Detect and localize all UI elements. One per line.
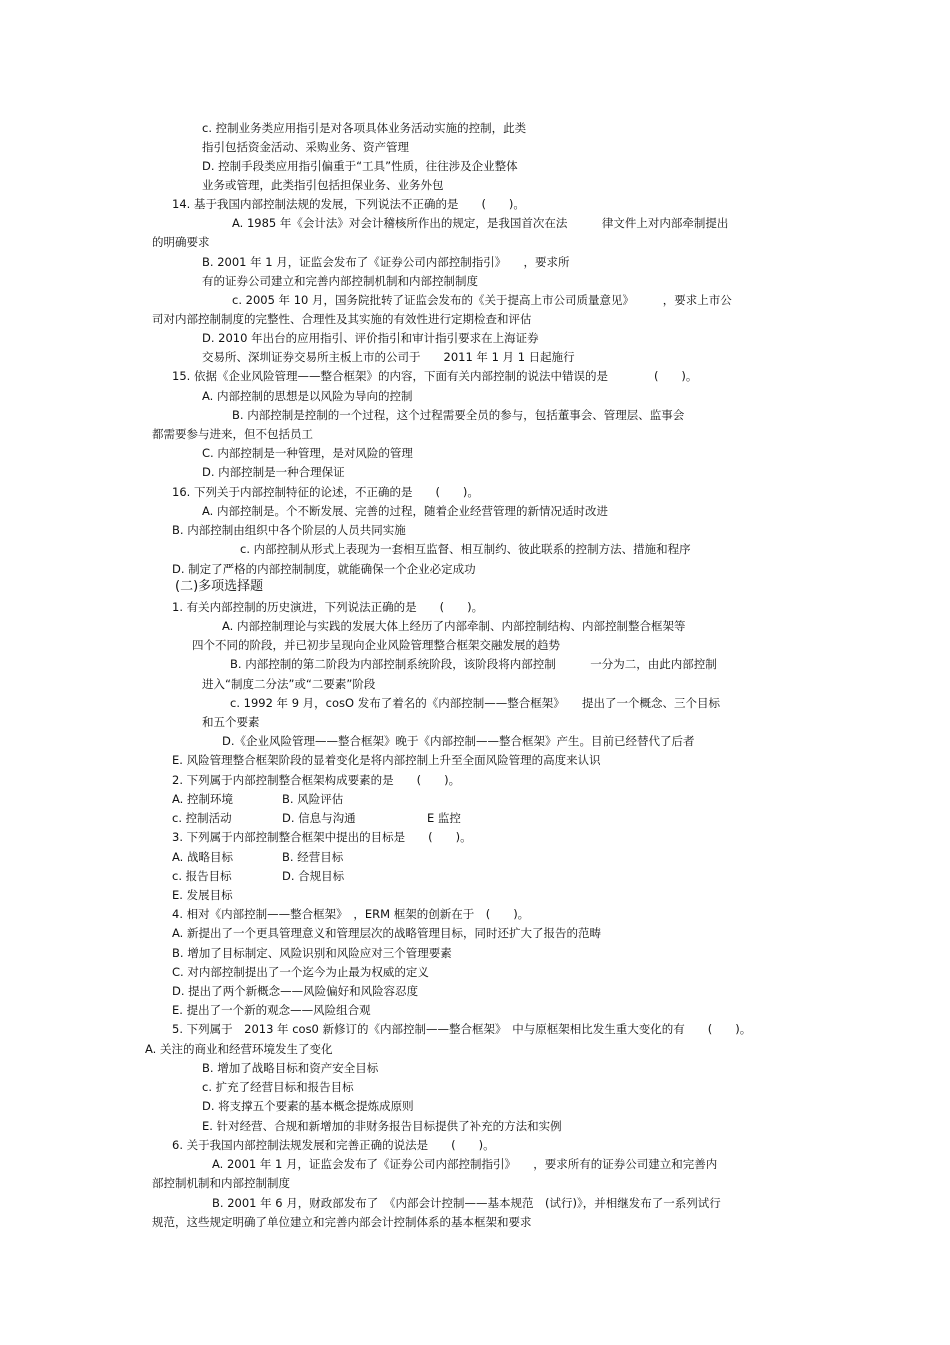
text-line: B. 增加了目标制定、风险识别和风险应对三个管理要素 <box>172 946 452 960</box>
text-line: A. 2001 年 1 月，证监会发布了《证券公司内部控制指引》 ，要求所有的证券公司建立和完善内 <box>212 1157 718 1171</box>
option-c: c. 控制活动 <box>172 811 232 825</box>
text-line: 规范，这些规定明确了单位建立和完善内部会计控制体系的基本框架和要求 <box>152 1215 532 1229</box>
text-line: c. 控制业务类应用指引是对各项具体业务活动实施的控制，此类 <box>202 121 527 135</box>
text-line: E. 提出了一个新的观念——风险组合观 <box>172 1003 371 1017</box>
question-2: 2. 下列属于内部控制整合框架构成要素的是 ( )。 <box>172 773 461 787</box>
text-line: E. 针对经营、合规和新增加的非财务报告目标提供了补充的方法和实例 <box>202 1119 562 1133</box>
section-heading: (二)多项选择题 <box>175 579 264 594</box>
text-line: B. 内部控制的第二阶段为内部控制系统阶段，该阶段将内部控制 一分为二，由此内部控制 <box>230 657 717 671</box>
option-c: c. 报告目标 <box>172 869 232 883</box>
text-line: c. 内部控制从形式上表现为一套相互监督、相互制约、彼此联系的控制方法、措施和程序 <box>240 542 691 556</box>
text-line: 的明确要求 <box>152 235 210 249</box>
text-line: 四个不同的阶段，并已初步呈现向企业风险管理整合框架交融发展的趋势 <box>192 638 560 652</box>
text-line: A. 1985 年《会计法》对会计稽核所作出的规定，是我国首次在法 律文件上对内部牵制提出 <box>232 216 729 230</box>
text-line: 有的证券公司建立和完善内部控制机制和内部控制制度 <box>202 274 478 288</box>
question-16: 16. 下列关于内部控制特征的论述，不正确的是 ( )。 <box>172 485 479 499</box>
question-4: 4. 相对《内部控制——整合框架》 ，ERM 框架的创新在于 ( )。 <box>172 907 530 921</box>
text-line: 进入“制度二分法”或“二要素”阶段 <box>202 677 376 691</box>
text-line: A. 关注的商业和经营环境发生了变化 <box>145 1042 333 1056</box>
text-line: c. 1992 年 9 月，cosO 发布了着名的《内部控制——整合框架》 提出了一个概念、三个目标 <box>230 696 720 710</box>
text-line: B. 2001 年 6 月，财政部发布了 《内部会计控制——基本规范 (试行)》，并相继发布了一系列试行 <box>212 1196 721 1210</box>
text-line: 部控制机制和内部控制制度 <box>152 1176 290 1190</box>
text-line: D. 提出了两个新概念——风险偏好和风险容忍度 <box>172 984 419 998</box>
text-line: 指引包括资金活动、采购业务、资产管理 <box>202 140 409 154</box>
text-line: D. 内部控制是一种合理保证 <box>202 465 345 479</box>
text-line: C. 对内部控制提出了一个迄今为止最为权威的定义 <box>172 965 429 979</box>
question-15: 15. 依据《企业风险管理——整合框架》的内容，下面有关内部控制的说法中错误的是 ( )。 <box>172 369 698 383</box>
text-line: B. 增加了战略目标和资产安全目标 <box>202 1061 379 1075</box>
option-b: B. 经营目标 <box>282 850 344 864</box>
option-a: A. 战略目标 <box>172 850 233 864</box>
text-line: D. 2010 年出台的应用指引、评价指引和审计指引要求在上海证券 <box>202 331 539 345</box>
text-line: 都需要参与进来，但不包括员工 <box>152 427 313 441</box>
question-14: 14. 基于我国内部控制法规的发展，下列说法不正确的是 ( )。 <box>172 197 525 211</box>
text-line: c. 2005 年 10 月，国务院批转了证监会发布的《关于提高上市公司质量意见》 ，要求上市公 <box>232 293 732 307</box>
text-line: B. 内部控制由组织中各个阶层的人员共同实施 <box>172 523 406 537</box>
text-line: A. 内部控制理论与实践的发展大体上经历了内部牵制、内部控制结构、内部控制整合框架等 <box>222 619 686 633</box>
text-line: C. 内部控制是一种管理，是对风险的管理 <box>202 446 413 460</box>
question-1: 1. 有关内部控制的历史演进，下列说法正确的是 ( )。 <box>172 600 484 614</box>
text-line: D. 将支撑五个要素的基本概念提炼成原则 <box>202 1099 414 1113</box>
option-d: D. 合规目标 <box>282 869 345 883</box>
text-line: A. 内部控制的思想是以风险为导向的控制 <box>202 389 413 403</box>
text-line: D. 控制手段类应用指引偏重于“工具”性质，往往涉及企业整体 <box>202 159 518 173</box>
text-line: 交易所、深圳证券交易所主板上市的公司于 2011 年 1 月 1 日起施行 <box>202 350 575 364</box>
text-line: A. 内部控制是。个不断发展、完善的过程，随着企业经营管理的新情况适时改进 <box>202 504 608 518</box>
question-3: 3. 下列属于内部控制整合框架中提出的目标是 ( )。 <box>172 830 472 844</box>
question-5: 5. 下列属于 2013 年 cos0 新修订的《内部控制——整合框架》 中与原框架相比发生重大变化的有 ( )。 <box>172 1022 752 1036</box>
text-line: 业务或管理，此类指引包括担保业务、业务外包 <box>202 178 444 192</box>
option-e: E. 发展目标 <box>172 888 233 902</box>
text-line: D.《企业风险管理——整合框架》晚于《内部控制——整合框架》产生。目前已经替代了后者 <box>222 734 695 748</box>
option-d: D. 信息与沟通 <box>282 811 356 825</box>
text-line: B. 内部控制是控制的一个过程，这个过程需要全员的参与，包括董事会、管理层、监事会 <box>232 408 685 422</box>
text-line: 和五个要素 <box>202 715 260 729</box>
text-line: B. 2001 年 1 月，证监会发布了《证券公司内部控制指引》 ，要求所 <box>202 255 570 269</box>
text-line: 司对内部控制制度的完整性、合理性及其实施的有效性进行定期检查和评估 <box>152 312 532 326</box>
text-line: A. 新提出了一个更具管理意义和管理层次的战略管理目标，同时还扩大了报告的范畴 <box>172 926 601 940</box>
option-e: E 监控 <box>427 811 461 825</box>
text-line: E. 风险管理整合框架阶段的显着变化是将内部控制上升至全面风险管理的高度来认识 <box>172 753 601 767</box>
option-a: A. 控制环境 <box>172 792 233 806</box>
text-line: c. 扩充了经营目标和报告目标 <box>202 1080 354 1094</box>
text-line: D. 制定了严格的内部控制制度，就能确保一个企业必定成功 <box>172 562 476 576</box>
option-b: B. 风险评估 <box>282 792 344 806</box>
question-6: 6. 关于我国内部控制法规发展和完善正确的说法是 ( )。 <box>172 1138 495 1152</box>
